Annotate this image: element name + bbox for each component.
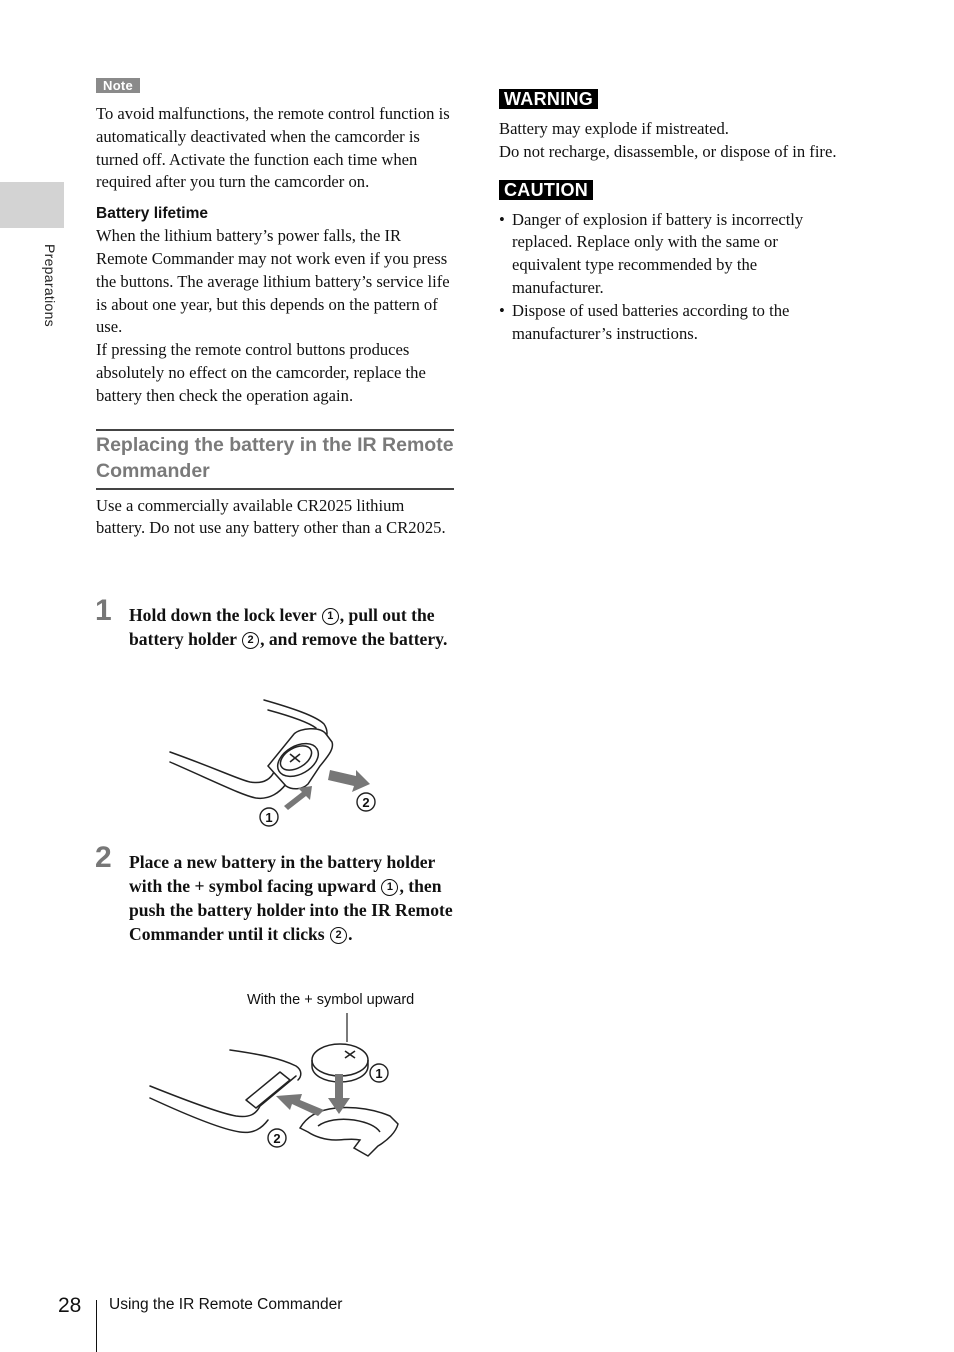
circled-1-icon: 1	[381, 879, 398, 896]
note-text: To avoid malfunctions, the remote control function is automatically deactivated when the camcorder is turned off. Activate the function each time when required after you turn the camcorder on.	[96, 104, 450, 192]
step-1-text-b: , pull out the battery holder	[129, 605, 435, 649]
caution-item: • Dispose of used batteries according to the manufacturer’s instructions.	[499, 300, 844, 346]
footer-title: Using the IR Remote Commander	[109, 1296, 343, 1313]
right-column	[499, 87, 844, 345]
caution-block	[499, 178, 844, 346]
caution-list	[499, 209, 844, 346]
side-tab	[0, 182, 64, 228]
caution-label: CAUTION	[499, 180, 593, 200]
battery-lifetime-heading: Battery lifetime	[96, 205, 208, 223]
circled-2-icon: 2	[242, 632, 259, 649]
note-block	[96, 76, 454, 194]
warning-block	[499, 87, 844, 164]
battery-holder	[300, 1107, 398, 1156]
side-tab-label: Preparations	[42, 244, 58, 327]
step-2-text-b: , then push the battery holder into the IR Remote Commander until it clicks	[129, 876, 453, 944]
arrow-icon	[276, 1074, 350, 1116]
circled-1-icon: 1	[322, 608, 339, 625]
section-title: Replacing the battery in the IR Remote Commander	[96, 433, 454, 482]
step-2-text-c: .	[348, 924, 353, 944]
warning-line2: Do not recharge, disassemble, or dispose of in fire.	[499, 141, 837, 161]
step-1-text	[129, 603, 454, 651]
step-2-number: 2	[95, 841, 112, 874]
figure2-callout-1	[370, 1064, 388, 1082]
note-badge: Note	[96, 78, 140, 93]
figure-remove-battery	[160, 692, 400, 832]
step-1-number: 1	[95, 594, 112, 627]
svg-text:1: 1	[265, 810, 273, 825]
battery-lifetime-para1: When the lithium battery’s power falls, the IR Remote Commander may not work even if you press the buttons. The average lithium battery’s service life is about one year, but this depends on the pattern of use.	[96, 226, 450, 337]
figure-insert-battery	[140, 1010, 420, 1170]
section-intro: Use a commercially available CR2025 lithium battery. Do not use any battery other than a CR2025.	[96, 495, 446, 538]
svg-text:1: 1	[375, 1066, 383, 1081]
remote-body-outline	[150, 1050, 301, 1132]
figure2-caption: With the + symbol upward	[247, 992, 415, 1008]
step-1-text-c: , and remove the battery.	[260, 629, 448, 649]
page-number: 28	[58, 1294, 82, 1317]
svg-text:2: 2	[273, 1131, 281, 1146]
step-2-text	[129, 850, 454, 946]
footer-divider	[96, 1300, 97, 1352]
step-2-text-a: Place a new battery in the battery holder with the + symbol facing upward	[129, 852, 436, 896]
figure1-callout-2	[357, 793, 375, 811]
svg-text:2: 2	[362, 795, 370, 810]
battery-lifetime-para2: If pressing the remote control buttons produces absolutely no effect on the camcorder, replace the battery then check the operation again.	[96, 340, 426, 405]
step-1-text-a: Hold down the lock lever	[129, 605, 321, 625]
warning-line1: Battery may explode if mistreated.	[499, 119, 729, 138]
circled-2-icon: 2	[330, 927, 347, 944]
battery-holder	[268, 729, 333, 789]
left-column	[96, 76, 454, 540]
figure1-callout-1	[260, 808, 278, 826]
section-rule-bottom	[96, 488, 454, 490]
figure2-callout-2	[268, 1129, 286, 1147]
warning-label: WARNING	[499, 89, 598, 109]
caution-item: • Danger of explosion if battery is incorrectly replaced. Replace only with the same or equivalent type recommended by the manufacturer.	[499, 209, 844, 300]
